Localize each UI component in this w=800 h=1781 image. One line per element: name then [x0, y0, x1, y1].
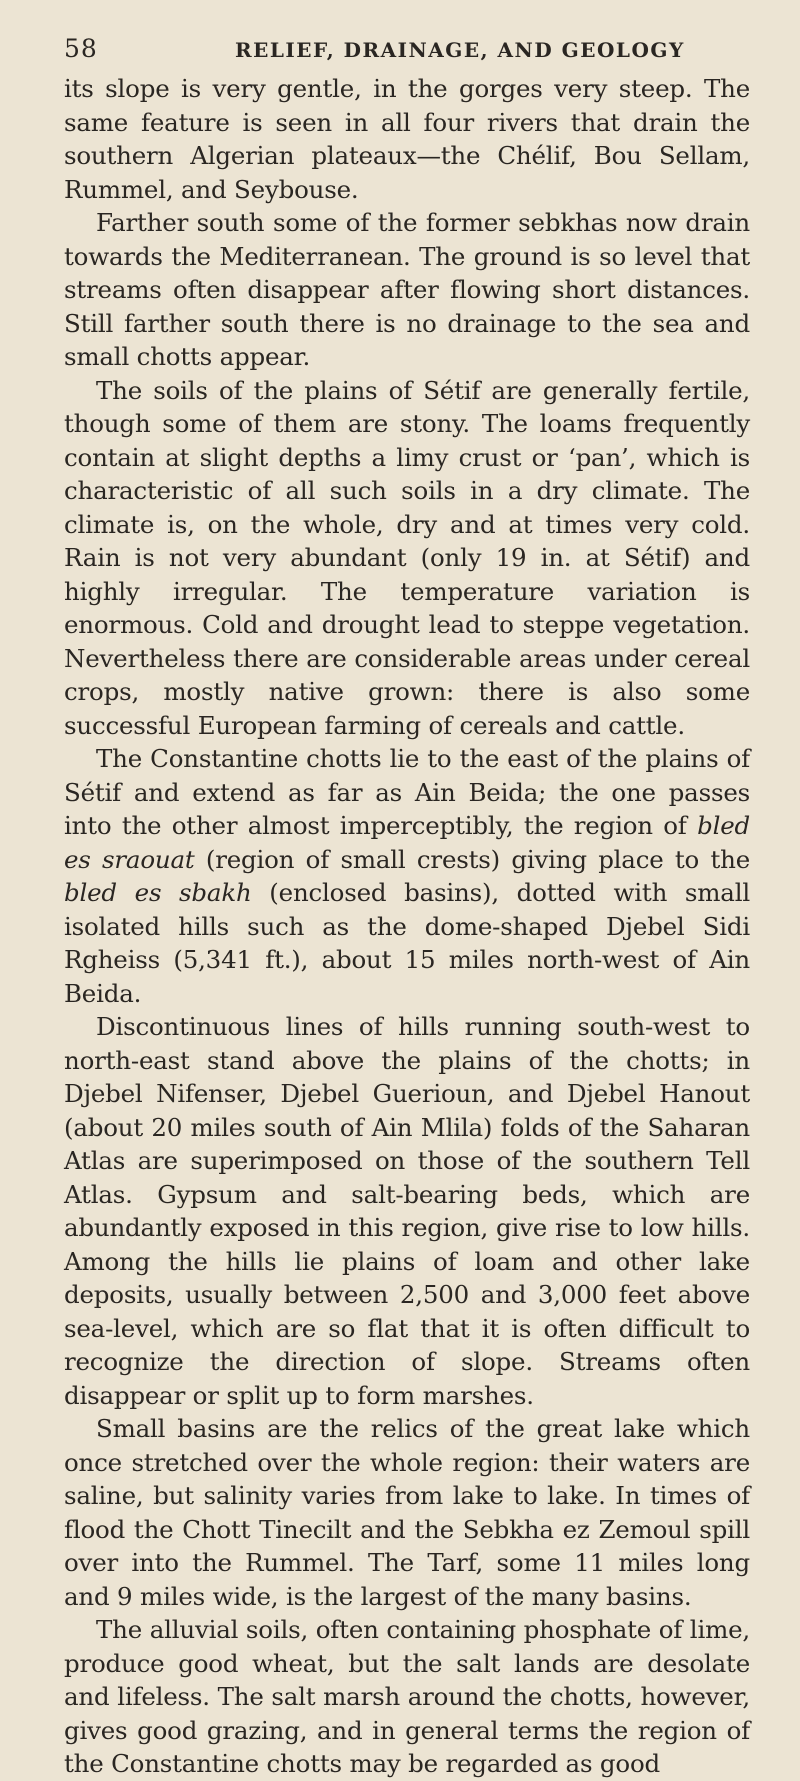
- text-run: Discontinuous lines of hills running south-west to north-east stand above the plains of the chotts; in Djebel Nifenser, Djebel Guerioun, and Djebel Hanout (about 20 miles south of Ain Mlila) folds of the Saharan Atlas are superimposed on those of the southern Tell Atlas. Gypsum and salt-bearing beds, which are abundantly exposed in this region, give rise to low hills. Among the hills lie plains of loam and other lake deposits, usually between 2,500 and 3,000 feet above sea-level, which are so flat that it is often difficult to recognize the direction of slope. Streams often disappear or split up to form marshes.: [64, 1012, 750, 1410]
- running-title: RELIEF, DRAINAGE, AND GEOLOGY: [235, 38, 685, 62]
- text-run: its slope is very gentle, in the gorges very steep. The same feature is seen in all four rivers that drain the southern Algerian plateaux—the Chélif, Bou Sellam, Rummel, and Seybouse.: [64, 74, 750, 204]
- text-run: (region of small crests) giving place to the: [194, 844, 750, 874]
- paragraph: [64, 374, 750, 743]
- paragraph: [64, 72, 750, 206]
- running-head: [64, 32, 750, 72]
- text-run: (enclosed basins), dotted with small isolated hills such as the dome-shaped Djebel Sidi Rgheiss (5,341 ft.), about 15 miles north-west of Ain Beida.: [64, 878, 750, 1008]
- paragraph: [64, 206, 750, 374]
- paragraph: [64, 1010, 750, 1412]
- text-run: The alluvial soils, often containing phosphate of lime, produce good wheat, but the salt lands are desolate and lifeless. The salt marsh around the chotts, however, gives good grazing, and in general terms the region of the Constantine chotts may be regarded as good: [64, 1615, 750, 1778]
- text-run: The Constantine chotts lie to the east of the plains of Sétif and extend as far as Ain Beida; the one passes into the other almost imperceptibly, the region of: [64, 744, 750, 840]
- page-number: 58: [64, 34, 98, 63]
- text-run: Small basins are the relics of the great lake which once stretched over the whole region: their waters are saline, but salinity varies from lake to lake. In times of flood the Chott Tinecilt and the Sebkha ez Zemoul spill over into the Rummel. The Tarf, some 11 miles long and 9 miles wide, is the largest of the many basins.: [64, 1414, 750, 1611]
- italic-term: bled es sraouat: [64, 811, 750, 874]
- text-run: The soils of the plains of Sétif are generally fertile, though some of them are stony. The loams frequently contain at slight depths a limy crust or ‘pan’, which is characteristic of all such soils in a dry climate. The climate is, on the whole, dry and at times very cold. Rain is not very abundant (only 19 in. at Sétif) and highly irregular. The temperature variation is enormous. Cold and drought lead to steppe vegetation. Nevertheless there are considerable areas under cereal crops, mostly native grown: there is also some successful European farming of cereals and cattle.: [64, 375, 750, 740]
- paragraph: [64, 742, 750, 1010]
- italic-term: bled es sbakh: [64, 878, 252, 907]
- paragraph: [64, 1412, 750, 1613]
- body-text: [64, 72, 750, 1781]
- paragraph: [64, 1613, 750, 1781]
- text-run: Farther south some of the former sebkhas now drain towards the Mediterranean. The ground is so level that streams often disappear after flowing short distances. Still farther south there is no drainage to the sea and small chotts appear.: [64, 208, 750, 371]
